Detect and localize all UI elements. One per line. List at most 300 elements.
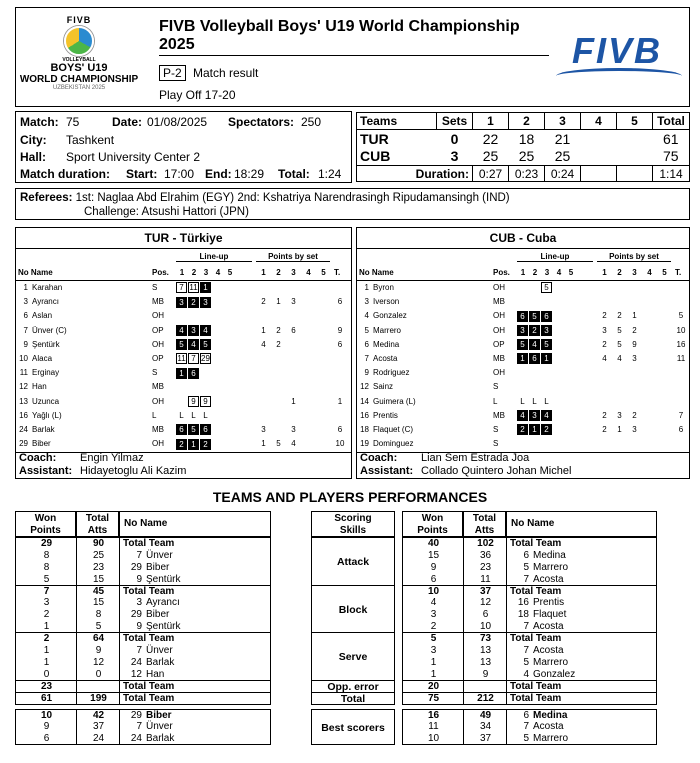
lineup-cell: 2 xyxy=(200,439,211,450)
perf-header-total-l1: Total xyxy=(472,513,497,524)
start-label: Start: xyxy=(126,167,158,181)
player-set-points: 5 xyxy=(617,339,622,349)
perf-player-name: Marrero xyxy=(533,656,569,668)
city-value: Tashkent xyxy=(66,133,115,147)
player-lineup xyxy=(517,338,553,352)
player-set-points: 1 xyxy=(291,396,296,406)
player-name: Alaca xyxy=(32,354,53,363)
perf-atts: 49 xyxy=(479,709,492,721)
perf-atts: 37 xyxy=(479,585,492,597)
perf-won: 4 xyxy=(430,597,437,609)
player-set-points: 2 xyxy=(602,410,607,420)
perf-player-no: 7 xyxy=(136,721,142,733)
perf-player-name: Marrero xyxy=(533,561,569,573)
lineup-cell: 6 xyxy=(529,353,540,364)
perf-header-won xyxy=(15,511,76,537)
player-position: S xyxy=(152,368,158,378)
player-set-points: 9 xyxy=(632,339,637,349)
roster-title: CUB - Cuba xyxy=(357,228,689,249)
score-header-set3: 3 xyxy=(545,113,581,130)
lineup-cell: 6 xyxy=(541,311,552,322)
perf-player-name: Ayrancı xyxy=(146,597,180,609)
perf-atts: 5 xyxy=(95,621,102,633)
lineup-cell: 1 xyxy=(517,353,528,364)
perf-player-no: 12 xyxy=(130,668,142,680)
player-set-points: 4 xyxy=(261,339,266,349)
score-duration-set3: 0:24 xyxy=(545,166,581,182)
perf-player-no: 16 xyxy=(517,597,529,609)
perf-atts: 37 xyxy=(479,733,492,745)
score-sets: 3 xyxy=(450,148,459,165)
perf-won: 23 xyxy=(40,680,53,692)
lineup-cell: 3 xyxy=(200,297,211,308)
perf-atts: 11 xyxy=(480,573,491,585)
perf-player-name: Şentürk xyxy=(146,573,181,585)
perf-player-no: 6 xyxy=(523,709,529,721)
perf-won: 7 xyxy=(43,585,50,597)
player-number: 7 xyxy=(364,354,369,363)
lineup-cell: 2 xyxy=(517,424,528,435)
perf-player-name: Total Team xyxy=(123,633,175,645)
assistant-name: Hidayetoglu Ali Kazim xyxy=(80,465,187,477)
score-duration-total: 1:14 xyxy=(653,166,690,182)
perf-skill-opp-error: Opp. error xyxy=(311,680,395,693)
player-name: Flaquet (C) xyxy=(373,425,414,434)
lineup-cell: 5 xyxy=(529,311,540,322)
lineup-set-header: 1 xyxy=(179,268,185,277)
perf-atts: 23 xyxy=(479,561,492,573)
player-set-points: 1 xyxy=(276,297,281,307)
perf-atts: 23 xyxy=(92,561,105,573)
player-set-points: 2 xyxy=(602,311,607,321)
score-team: CUB xyxy=(360,148,391,165)
lineup-cell: 2 xyxy=(176,439,187,450)
perf-won: 29 xyxy=(40,538,53,549)
score-sets: 0 xyxy=(450,130,459,147)
player-lineup xyxy=(517,324,553,338)
player-position: S xyxy=(152,283,158,292)
score-header-set2: 2 xyxy=(509,113,545,130)
perf-atts: 34 xyxy=(479,721,492,733)
points-set-header: 1 xyxy=(261,268,266,277)
roster-tur xyxy=(15,227,352,479)
assistant-label: Assistant: xyxy=(19,465,73,477)
player-position: MB xyxy=(493,354,505,363)
perf-atts: 37 xyxy=(92,721,105,733)
points-set-header: 5 xyxy=(662,268,667,277)
lineup-cell: 4 xyxy=(176,325,187,336)
player-position: OH xyxy=(152,396,164,406)
lineup-cell: L xyxy=(179,411,184,421)
lineup-set-header: 5 xyxy=(568,268,574,277)
player-name: Byron xyxy=(373,283,394,292)
player-row xyxy=(16,380,351,394)
perf-player-no: 6 xyxy=(523,549,529,561)
points-header: Points by set xyxy=(256,252,330,262)
player-row xyxy=(16,395,351,409)
perf-atts: 36 xyxy=(479,549,492,561)
perf-player-no: 9 xyxy=(136,621,142,633)
player-name: Ayrancı xyxy=(32,297,59,307)
score-set4 xyxy=(581,130,617,148)
player-row xyxy=(16,338,351,352)
roster-rule xyxy=(16,452,351,453)
perf-player-no: 7 xyxy=(523,721,529,733)
player-lineup xyxy=(176,409,212,423)
player-row xyxy=(16,324,351,338)
lineup-set-header: 1 xyxy=(520,268,526,277)
player-position: OP xyxy=(493,339,505,349)
player-total-points: 5 xyxy=(678,311,684,321)
player-lineup xyxy=(176,437,212,451)
perf-group xyxy=(15,585,271,634)
title-rule xyxy=(159,55,549,56)
perf-player-name: Total Team xyxy=(510,633,562,645)
player-position: MB xyxy=(493,297,505,307)
score-team: TUR xyxy=(360,130,389,147)
perf-player-name: Acosta xyxy=(533,645,564,657)
points-set-header: 3 xyxy=(632,268,637,277)
player-position: OH xyxy=(152,339,164,349)
player-set-points: 3 xyxy=(632,354,637,363)
player-lineup xyxy=(176,423,212,437)
perf-player-name: Total Team xyxy=(510,585,562,597)
perf-header-noname: No Name xyxy=(506,511,657,537)
player-name: Biber xyxy=(32,439,51,449)
perf-won: 10 xyxy=(427,733,440,745)
perf-atts: 45 xyxy=(92,585,105,597)
player-total-points: 1 xyxy=(337,396,343,406)
player-row xyxy=(357,409,689,423)
coach-label: Coach: xyxy=(360,452,398,464)
perf-skill-attack: Attack xyxy=(311,537,395,586)
player-total-points: 6 xyxy=(337,425,343,434)
player-set-points: 1 xyxy=(617,425,622,434)
referees-line2: Challenge: Atsushi Hattori (JPN) xyxy=(84,206,249,218)
lineup-set-header: 4 xyxy=(215,268,221,277)
perf-player-name: Total Team xyxy=(123,680,175,692)
match-number: 75 xyxy=(66,115,80,129)
perf-won: 3 xyxy=(43,597,50,609)
perf-atts: 42 xyxy=(92,709,105,721)
player-position: S xyxy=(493,439,499,449)
player-lineup xyxy=(517,281,553,295)
perf-header-won-l2: Points xyxy=(417,525,448,536)
perf-player-name: Total Team xyxy=(510,538,562,549)
player-name: Aslan xyxy=(32,311,53,321)
player-name: Şentürk xyxy=(32,339,60,349)
lineup-cell: 9 xyxy=(200,396,211,407)
player-total-points: 16 xyxy=(676,339,686,349)
event-logo-line1: VOLLEYBALL xyxy=(62,57,96,63)
perf-col-rule xyxy=(506,681,507,692)
player-name: Yağlı (L) xyxy=(32,410,62,420)
lineup-cell: 4 xyxy=(541,410,552,421)
player-set-points: 2 xyxy=(617,311,622,321)
perf-player-name: Gonzalez xyxy=(533,668,576,680)
player-row xyxy=(16,309,351,323)
score-set5 xyxy=(617,130,653,148)
lineup-cell: 11 xyxy=(177,354,186,364)
player-lineup xyxy=(517,409,553,423)
lineup-cell: 5 xyxy=(541,339,552,350)
hall-label: Hall: xyxy=(20,150,47,164)
perf-player-name: Han xyxy=(146,668,165,680)
player-name: Medina xyxy=(373,339,400,349)
player-number: 9 xyxy=(23,339,28,349)
perf-atts: 12 xyxy=(92,656,105,668)
player-set-points: 1 xyxy=(632,311,637,321)
player-row xyxy=(16,352,351,366)
lineup-cell: 5 xyxy=(541,282,552,293)
player-lineup xyxy=(176,281,212,295)
player-position: S xyxy=(493,425,499,434)
perf-won: 8 xyxy=(43,561,50,573)
player-set-points: 2 xyxy=(602,339,607,349)
match-date: 01/08/2025 xyxy=(147,115,208,129)
player-total-points: 7 xyxy=(678,410,684,420)
score-duration-set5 xyxy=(617,166,653,182)
player-name: Sainz xyxy=(373,382,394,392)
score-row-tur xyxy=(357,130,690,148)
player-position: OH xyxy=(493,325,505,335)
score-total: 75 xyxy=(662,148,679,165)
lineup-set-header: 2 xyxy=(532,268,538,277)
player-position: OH xyxy=(152,311,164,321)
perf-header-total-l2: Atts xyxy=(87,525,108,536)
player-row xyxy=(357,338,689,352)
doc-title: Match result xyxy=(193,66,259,80)
lineup-cell: 4 xyxy=(200,325,211,336)
player-number: 6 xyxy=(364,339,369,349)
lineup-set-header: 2 xyxy=(191,268,197,277)
player-number: 29 xyxy=(19,439,28,449)
lineup-cell: L xyxy=(203,411,208,421)
perf-player-name: Prentis xyxy=(533,597,565,609)
perf-header-won xyxy=(402,511,463,537)
score-duration-label: Duration: xyxy=(357,166,473,182)
player-position: OH xyxy=(493,283,505,292)
player-position: MB xyxy=(152,425,164,434)
player-set-points: 3 xyxy=(602,325,607,335)
perf-atts: 13 xyxy=(479,645,492,657)
score-duration-row xyxy=(357,166,690,182)
lineup-cell: 5 xyxy=(176,339,187,350)
perf-won: 11 xyxy=(428,721,439,733)
player-lineup xyxy=(176,324,212,338)
lineup-cell: 4 xyxy=(529,339,540,350)
points-header: Points by set xyxy=(597,252,671,262)
lineup-cell: 11 xyxy=(189,283,198,293)
player-set-points: 2 xyxy=(276,325,281,335)
perf-atts: 12 xyxy=(479,597,492,609)
perf-skill-serve: Serve xyxy=(311,632,395,681)
perf-player-no: 29 xyxy=(130,709,142,721)
perf-player-no: 7 xyxy=(136,549,142,561)
event-logo-line3: WORLD CHAMPIONSHIP xyxy=(19,74,139,85)
perf-header-total xyxy=(463,511,506,537)
player-set-points: 5 xyxy=(276,439,281,449)
player-number: 6 xyxy=(23,311,28,321)
player-name: Dominguez xyxy=(373,439,414,449)
player-lineup xyxy=(517,423,553,437)
lineup-cell: L xyxy=(191,411,196,421)
no-name-header: No Name xyxy=(18,268,53,277)
perf-player-name: Barlak xyxy=(146,656,175,668)
perf-won: 2 xyxy=(43,633,50,645)
perf-group xyxy=(15,692,271,705)
score-set1: 22 xyxy=(482,130,499,147)
perf-won: 5 xyxy=(43,573,50,585)
lineup-cell: L xyxy=(520,396,525,406)
perf-atts: 24 xyxy=(92,733,105,745)
perf-player-name: Total Team xyxy=(123,585,175,597)
player-number: 18 xyxy=(360,425,369,434)
perf-player-name: Acosta xyxy=(533,573,564,585)
perf-atts: 102 xyxy=(477,538,494,549)
perf-won: 75 xyxy=(427,692,440,704)
perf-atts: 6 xyxy=(482,609,489,621)
perf-atts: 9 xyxy=(95,645,102,657)
duration-label: Match duration: xyxy=(20,167,110,181)
points-set-header: 1 xyxy=(602,268,607,277)
player-row xyxy=(357,423,689,437)
lineup-cell xyxy=(176,396,187,407)
phase-label: Play Off 17-20 xyxy=(159,88,236,102)
perf-atts: 15 xyxy=(92,597,105,609)
player-name: Acosta xyxy=(373,354,398,363)
perf-player-no: 5 xyxy=(523,561,529,573)
player-row xyxy=(357,380,689,394)
perf-skill-best-scorers: Best scorers xyxy=(311,709,395,746)
player-total-points: 11 xyxy=(676,354,686,363)
player-position: OP xyxy=(152,325,164,335)
perf-player-no: 3 xyxy=(136,597,142,609)
perf-won: 2 xyxy=(43,609,50,621)
points-set-header: 4 xyxy=(647,268,652,277)
perf-header-won-l1: Won xyxy=(34,513,57,524)
perf-player-no: 29 xyxy=(130,561,142,573)
lineup-cell xyxy=(517,282,528,293)
perf-player-no: 5 xyxy=(523,656,529,668)
perf-player-no: 24 xyxy=(130,656,142,668)
player-row xyxy=(357,352,689,366)
pos-header: Pos. xyxy=(493,268,510,277)
perf-player-name: Flaquet xyxy=(533,609,567,621)
player-number: 7 xyxy=(23,325,28,335)
player-set-points: 1 xyxy=(261,439,266,449)
lineup-set-header: 3 xyxy=(544,268,550,277)
perf-won: 61 xyxy=(40,692,53,704)
score-header-sets: Sets xyxy=(437,113,473,130)
lineup-cell: 1 xyxy=(176,368,187,379)
perf-atts: 212 xyxy=(477,692,494,704)
player-total-points: 6 xyxy=(337,339,343,349)
no-name-header: No Name xyxy=(359,268,394,277)
player-lineup xyxy=(176,338,212,352)
perf-won: 6 xyxy=(430,573,437,585)
player-number: 24 xyxy=(19,425,28,434)
player-position: MB xyxy=(493,410,505,420)
perf-player-name: Acosta xyxy=(533,621,564,633)
player-total-points: 10 xyxy=(335,439,345,449)
score-header-set1: 1 xyxy=(473,113,509,130)
event-logo-line2: BOYS' U19 xyxy=(50,62,108,74)
lineup-cell: 3 xyxy=(517,325,528,336)
perf-atts: 64 xyxy=(92,633,105,645)
date-label: Date: xyxy=(112,115,143,129)
perf-header-total-l2: Atts xyxy=(474,525,495,536)
points-set-header: 2 xyxy=(276,268,281,277)
player-set-points: 2 xyxy=(602,425,607,434)
score-duration-set2: 0:23 xyxy=(509,166,545,182)
points-set-header: 4 xyxy=(306,268,311,277)
referees-label: Referees: xyxy=(20,192,73,204)
player-row xyxy=(357,395,689,409)
perf-atts: 0 xyxy=(95,668,102,680)
lineup-cell: 1 xyxy=(529,424,540,435)
player-total-points: 6 xyxy=(678,425,684,434)
player-set-points: 5 xyxy=(617,325,622,335)
player-set-points: 3 xyxy=(261,425,266,434)
lineup-set-header: 4 xyxy=(556,268,562,277)
lineup-cell: 9 xyxy=(188,396,199,407)
score-set3: 25 xyxy=(554,148,571,165)
lineup-cell: 3 xyxy=(188,325,199,336)
perf-header-skill-l1: Scoring xyxy=(334,513,372,524)
player-position: OP xyxy=(152,354,164,363)
total-header: T. xyxy=(675,268,682,277)
perf-won: 0 xyxy=(43,668,50,680)
points-set-header: 3 xyxy=(291,268,296,277)
perf-player-no: 4 xyxy=(523,668,529,680)
perf-player-no: 7 xyxy=(136,645,142,657)
player-name: Guimera (L) xyxy=(373,396,416,406)
perf-player-no: 18 xyxy=(517,609,529,621)
player-number: 10 xyxy=(19,354,28,363)
lineup-cell: 4 xyxy=(517,410,528,421)
score-header-teams: Teams xyxy=(357,113,437,130)
perf-atts: 9 xyxy=(482,668,489,680)
assistant-label: Assistant: xyxy=(360,465,414,477)
player-set-points: 2 xyxy=(276,339,281,349)
perf-player-name: Medina xyxy=(533,549,566,561)
lineup-cell: 29 xyxy=(201,354,210,364)
perf-atts: 10 xyxy=(479,621,492,633)
player-name: Gonzalez xyxy=(373,311,407,321)
player-set-points: 1 xyxy=(261,325,266,335)
perf-player-no: 7 xyxy=(523,573,529,585)
player-number: 13 xyxy=(19,396,28,406)
roster-cub xyxy=(356,227,690,479)
player-number: 1 xyxy=(23,283,28,292)
perf-atts: 13 xyxy=(479,656,492,668)
lineup-cell: 7 xyxy=(188,353,199,364)
perf-won: 10 xyxy=(40,709,53,721)
score-total: 61 xyxy=(662,130,679,147)
lineup-cell: 1 xyxy=(188,439,199,450)
player-total-points: 9 xyxy=(337,325,343,335)
perf-atts: 8 xyxy=(95,609,102,621)
doc-code: P-2 xyxy=(159,65,186,81)
perf-player-name: Biber xyxy=(146,561,170,573)
player-name: Rodriguez xyxy=(373,368,410,378)
perf-won: 9 xyxy=(43,721,50,733)
perf-group xyxy=(402,585,657,634)
player-number: 1 xyxy=(364,283,369,292)
player-position: S xyxy=(493,382,499,392)
perf-group xyxy=(402,632,657,681)
